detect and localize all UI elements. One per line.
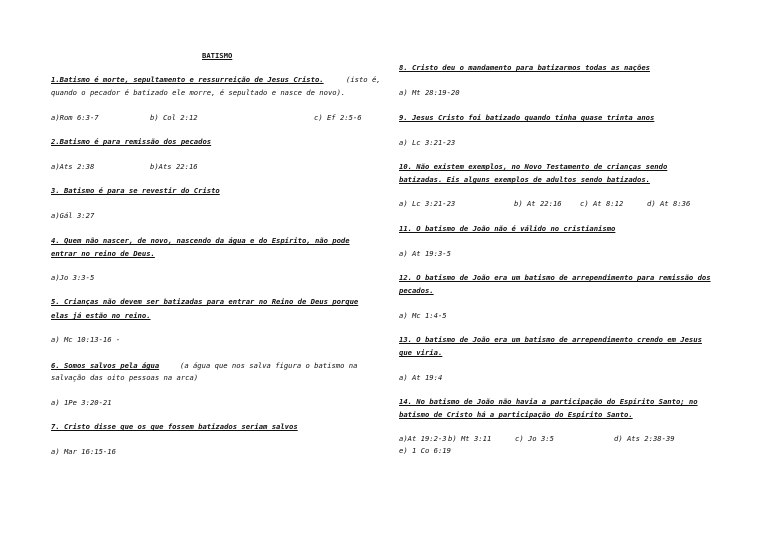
section-5-ref-a: a) Mc 10:13-16 - [51,335,121,344]
section-3-ref-a: a)Gál 3:27 [51,211,95,220]
section-7-ref-a: a) Mar 16:15-16 [51,447,116,456]
section-13-heading-cont: que viria. [399,348,443,357]
section-5-heading-cont: elas já estão no reino. [51,311,151,320]
section-14-heading: 14. No batismo de João não havia a participação do Espírito Santo; no [399,397,698,406]
section-13-heading: 13. O batismo de João era um batismo de arrependimento crendo em Jesus [399,335,702,344]
section-12-ref-a: a) Mc 1:4-5 [399,311,447,320]
section-9-heading: 9. Jesus Cristo foi batizado quando tinha quase trinta anos [399,113,655,122]
section-7-heading: 7. Cristo disse que os que fossem batizados seriam salvos [51,422,298,431]
section-2-ref-b: b)Ats 22:16 [150,162,198,171]
section-8-ref-a: a) Mt 28:19-20 [399,88,460,97]
section-1-ref-a: a)Rom 6:3-7 [51,113,99,122]
section-2-heading: 2.Batismo é para remissão dos pecados [51,137,212,146]
section-1-heading: 1.Batismo é morte, sepultamento e ressurreição de Jesus Cristo. [51,75,324,84]
section-12-heading: 12. O batismo de João era um batismo de arrependimento para remissão dos [399,273,711,282]
section-1-note: (isto é, [346,75,381,84]
section-12-heading-cont: pecados. [399,286,434,295]
page-title: BATISMO [202,51,233,60]
section-10-ref-b: b) At 22:16 [514,199,562,208]
section-1-ref-c: c) Ef 2:5-6 [314,113,362,122]
section-13-ref-a: a) At 19:4 [399,373,443,382]
section-3-heading: 3. Batismo é para se revestir do Cristo [51,186,220,195]
section-14-ref-c: c) Jo 3:5 [515,434,554,443]
section-10-ref-d: d) At 8:36 [647,199,691,208]
section-10-ref-c: c) At 8:12 [580,199,624,208]
section-2-ref-a: a)Ats 2:38 [51,162,95,171]
section-1-ref-b: b) Col 2:12 [150,113,198,122]
section-4-heading-cont: entrar no reino de Deus. [51,249,155,258]
section-14-heading-cont: batismo de Cristo há a participação do Espírito Santo. [399,410,633,419]
section-14-ref-a: a)At 19:2-3 [399,434,447,443]
section-6-ref-a: a) 1Pe 3:20-21 [51,398,112,407]
section-1-note-cont: quando o pecador é batizado ele morre, é sepultado e nasce de novo). [51,88,346,97]
section-6-note: (a água que nos salva figura o batismo na [180,361,358,370]
section-9-ref-a: a) Lc 3:21-23 [399,138,456,147]
section-14-ref-e: e) 1 Co 6:19 [399,446,451,455]
section-5-heading: 5. Crianças não devem ser batizadas para entrar no Reino de Deus porque [51,297,359,306]
section-4-heading: 4. Quem não nascer, de novo, nascendo da água e do Espírito, não pode [51,236,350,245]
section-6-heading: 6. Somos salvos pela água [51,361,160,370]
section-11-ref-a: a) At 19:3-5 [399,249,451,258]
section-14-ref-d: d) Ats 2:38-39 [614,434,675,443]
section-10-ref-a: a) Lc 3:21-23 [399,199,456,208]
section-8-heading: 8. Cristo deu o mandamento para batizarmos todas as nações [399,63,650,72]
section-10-heading: 10. Não existem exemplos, no Novo Testamento de crianças sendo [399,162,668,171]
section-6-note-cont: salvação das oito pessoas na arca) [51,373,199,382]
section-14-ref-b: b) Mt 3:11 [448,434,492,443]
section-4-ref-a: a)Jo 3:3-5 [51,273,95,282]
section-11-heading: 11. O batismo de João não é válido no cristianismo [399,224,616,233]
section-10-heading-cont: batizadas. Eis alguns exemplos de adultos sendo batizados. [399,175,650,184]
